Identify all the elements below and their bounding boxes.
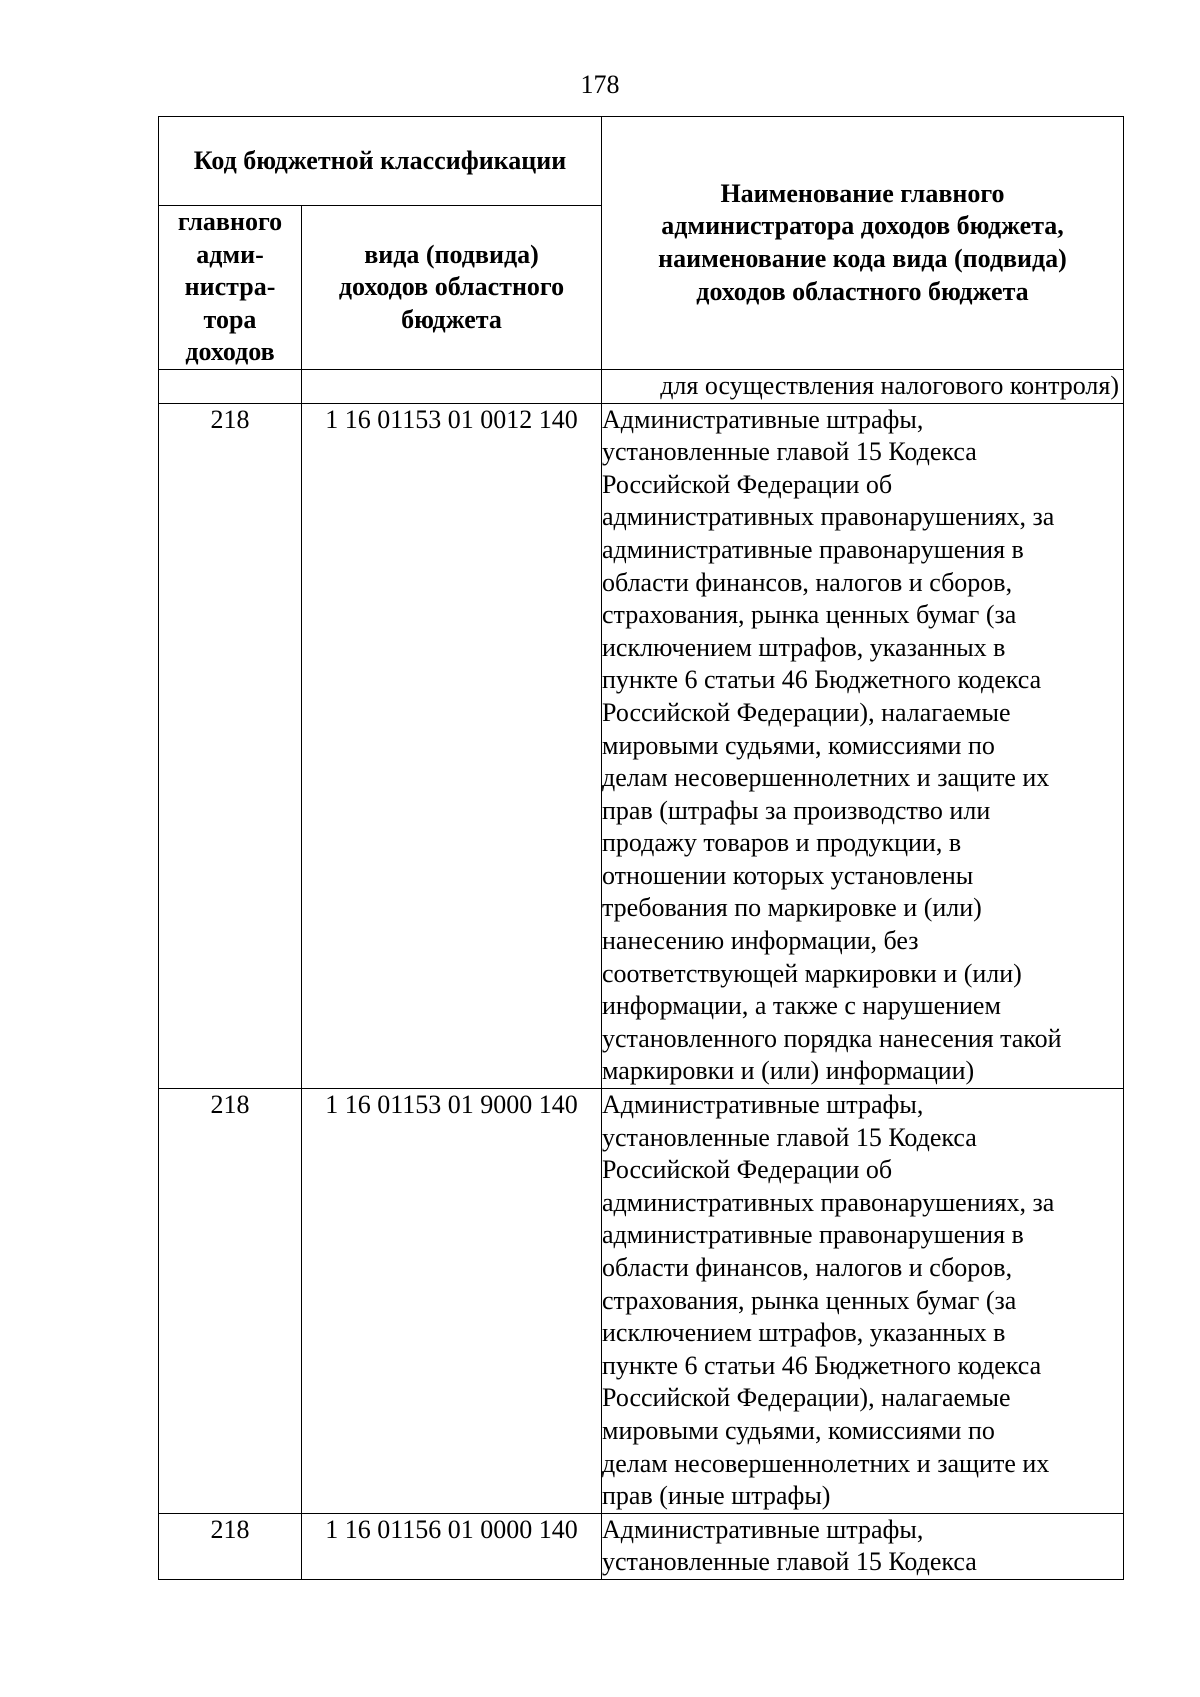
income-name-line: административных правонарушениях, за	[602, 502, 1055, 532]
header-line: главного	[177, 207, 283, 236]
header-line: адми-	[196, 239, 264, 269]
income-name-line: Российской Федерации об	[602, 469, 893, 499]
page-number: 178	[580, 70, 620, 99]
continuation-code-cell	[302, 369, 602, 403]
admin-code-cell: 218	[159, 1513, 302, 1579]
income-name-line: Административные штрафы,	[602, 1514, 924, 1544]
income-name-line: мировыми судьями, комиссиями по	[602, 730, 995, 760]
income-name-line: пункте 6 статьи 46 Бюджетного кодекса	[602, 1350, 1042, 1380]
income-name-line: Административные штрафы,	[602, 1090, 924, 1120]
income-name-cell	[602, 403, 1124, 1088]
income-name-cell	[602, 1089, 1124, 1514]
admin-code-cell: 218	[159, 403, 302, 1088]
budget-classification-table	[158, 116, 1124, 1580]
header-income-name	[602, 117, 1124, 370]
header-income-type-code	[302, 206, 602, 370]
income-name-cell	[602, 1513, 1124, 1579]
income-name-line: информации, а также с нарушением	[602, 991, 1001, 1021]
header-line: доходов областного бюджета	[696, 276, 1029, 306]
table-row	[159, 1513, 1124, 1579]
income-name-line: прав (иные штрафы)	[602, 1481, 831, 1511]
income-name-line: делам несовершеннолетних и защите их	[602, 763, 1050, 793]
income-name-line: нанесению информации, без	[602, 926, 919, 956]
income-name-line: Российской Федерации об	[602, 1155, 893, 1185]
continuation-text: для осуществления налогового контроля)	[602, 369, 1124, 403]
admin-code-cell: 218	[159, 1089, 302, 1514]
income-name-line: мировыми судьями, комиссиями по	[602, 1415, 995, 1445]
income-name-line: установленные главой 15 Кодекса	[602, 1122, 977, 1152]
income-code-cell: 1 16 01156 01 0000 140	[302, 1513, 602, 1579]
income-name-line: страхования, рынка ценных бумаг (за	[602, 1285, 1017, 1315]
continuation-row	[159, 369, 1124, 403]
income-name-line: области финансов, налогов и сборов,	[602, 1253, 1013, 1282]
header-line: доходов областного	[338, 272, 565, 302]
income-name-line: области финансов, налогов и сборов,	[602, 567, 1013, 597]
income-name-line: Административные штрафы,	[602, 404, 924, 434]
table-row	[159, 1089, 1124, 1514]
income-name-line: Российской Федерации), налагаемые	[602, 1383, 1011, 1413]
income-name-line: административные правонарушения в	[602, 534, 1024, 564]
income-name-line: продажу товаров и продукции, в	[602, 828, 962, 858]
income-name-line: пункте 6 статьи 46 Бюджетного кодекса	[602, 665, 1042, 695]
header-line: наименование кода вида (подвида)	[658, 243, 1067, 273]
table-row	[159, 403, 1124, 1088]
income-name-line: маркировки и (или) информации)	[602, 1056, 975, 1086]
income-name-line: делам несовершеннолетних и защите их	[602, 1448, 1050, 1478]
income-name-line: Российской Федерации), налагаемые	[602, 697, 1011, 727]
income-name-line: административные правонарушения в	[602, 1220, 1024, 1250]
header-admin-code	[159, 206, 302, 370]
income-name-line: установленные главой 15 Кодекса	[602, 437, 977, 467]
continuation-admin-cell	[159, 369, 302, 403]
income-name-line: страхования, рынка ценных бумаг (за	[602, 600, 1017, 630]
income-code-cell: 1 16 01153 01 0012 140	[302, 403, 602, 1088]
income-name-line: административных правонарушениях, за	[602, 1187, 1055, 1217]
income-name-line: установленного порядка нанесения такой	[602, 1023, 1062, 1053]
header-line: администратора доходов бюджета,	[661, 211, 1064, 241]
income-name-line: отношении которых установлены	[602, 860, 974, 890]
header-line: нистра-	[184, 272, 276, 302]
income-name-line: установленные главой 15 Кодекса	[602, 1547, 977, 1577]
header-line: вида (подвида)	[364, 239, 539, 269]
header-line: тора	[203, 304, 257, 334]
income-name-line: соответствующей маркировки и (или)	[602, 958, 1022, 988]
header-line: Наименование главного	[720, 178, 1005, 208]
header-budget-classification-code: Код бюджетной классификации	[159, 117, 602, 206]
income-code-cell: 1 16 01153 01 9000 140	[302, 1089, 602, 1514]
income-name-line: требования по маркировке и (или)	[602, 893, 982, 923]
income-name-line: прав (штрафы за производство или	[602, 795, 991, 825]
income-name-line: исключением штрафов, указанных в	[602, 632, 1006, 662]
header-line: доходов	[185, 337, 275, 367]
income-name-line: исключением штрафов, указанных в	[602, 1318, 1006, 1348]
header-line: бюджета	[401, 304, 502, 334]
